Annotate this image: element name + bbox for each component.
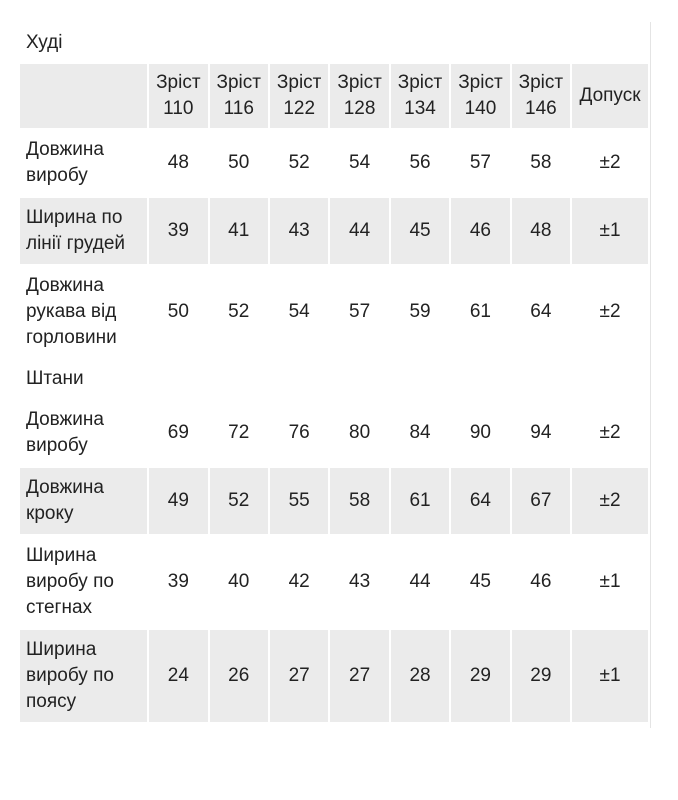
table-cell: 50	[210, 130, 268, 196]
table-cell: 57	[451, 130, 509, 196]
table-cell: 42	[270, 536, 328, 628]
size-header-146: Зріст 146	[512, 64, 570, 128]
table-cell: 48	[149, 130, 207, 196]
table-cell: 59	[391, 266, 449, 358]
table-cell: 54	[330, 130, 388, 196]
tolerance-cell: ±1	[572, 630, 648, 722]
table-cell: 61	[451, 266, 509, 358]
table-cell: 58	[330, 468, 388, 534]
table-cell: 27	[330, 630, 388, 722]
row-label: Ширина по лінії грудей	[20, 198, 147, 264]
row-label: Ширина виробу по поясу	[20, 630, 147, 722]
table-cell: 57	[330, 266, 388, 358]
table-cell: 84	[391, 400, 449, 466]
table-cell: 46	[512, 536, 570, 628]
table-cell: 48	[512, 198, 570, 264]
table-cell: 58	[512, 130, 570, 196]
table-cell: 55	[270, 468, 328, 534]
table-cell: 72	[210, 400, 268, 466]
table-cell: 27	[270, 630, 328, 722]
size-header-128: Зріст 128	[330, 64, 388, 128]
table-cell: 76	[270, 400, 328, 466]
table-row	[20, 130, 648, 196]
row-label: Довжина виробу	[20, 400, 147, 466]
section-title-pants: Штани	[20, 360, 648, 398]
tolerance-header: Допуск	[572, 64, 648, 128]
header-empty-cell	[20, 64, 147, 128]
table-row	[20, 266, 648, 358]
table-cell: 67	[512, 468, 570, 534]
size-header-110: Зріст 110	[149, 64, 207, 128]
size-header-row	[20, 64, 648, 128]
table-cell: 56	[391, 130, 449, 196]
table-cell: 49	[149, 468, 207, 534]
table-cell: 52	[210, 266, 268, 358]
row-label: Довжина виробу	[20, 130, 147, 196]
table-row	[20, 468, 648, 534]
table-cell: 80	[330, 400, 388, 466]
table-cell: 44	[391, 536, 449, 628]
table-cell: 54	[270, 266, 328, 358]
tolerance-cell: ±2	[572, 400, 648, 466]
size-header-140: Зріст 140	[451, 64, 509, 128]
table-cell: 45	[391, 198, 449, 264]
size-chart	[20, 22, 652, 724]
table-cell: 39	[149, 536, 207, 628]
table-cell: 94	[512, 400, 570, 466]
table-row	[20, 536, 648, 628]
table-cell: 41	[210, 198, 268, 264]
table-cell: 29	[451, 630, 509, 722]
table-cell: 69	[149, 400, 207, 466]
table-cell: 90	[451, 400, 509, 466]
size-header-122: Зріст 122	[270, 64, 328, 128]
tolerance-cell: ±2	[572, 130, 648, 196]
section-row-hoodie	[20, 24, 648, 62]
row-label: Довжина рукава від горловини	[20, 266, 147, 358]
tolerance-cell: ±1	[572, 198, 648, 264]
table-cell: 64	[451, 468, 509, 534]
size-header-134: Зріст 134	[391, 64, 449, 128]
table-cell: 52	[210, 468, 268, 534]
table-row	[20, 630, 648, 722]
table-cell: 24	[149, 630, 207, 722]
size-table	[18, 22, 650, 724]
table-cell: 61	[391, 468, 449, 534]
table-cell: 52	[270, 130, 328, 196]
tolerance-cell: ±2	[572, 468, 648, 534]
table-cell: 46	[451, 198, 509, 264]
table-cell: 29	[512, 630, 570, 722]
section-title-hoodie: Худі	[20, 24, 648, 62]
row-label: Довжина кроку	[20, 468, 147, 534]
table-cell: 26	[210, 630, 268, 722]
table-row	[20, 198, 648, 264]
table-cell: 43	[270, 198, 328, 264]
tolerance-cell: ±2	[572, 266, 648, 358]
table-cell: 43	[330, 536, 388, 628]
tolerance-cell: ±1	[572, 536, 648, 628]
size-header-116: Зріст 116	[210, 64, 268, 128]
table-cell: 39	[149, 198, 207, 264]
row-label: Ширина виробу по стегнах	[20, 536, 147, 628]
table-cell: 50	[149, 266, 207, 358]
table-cell: 28	[391, 630, 449, 722]
table-row	[20, 400, 648, 466]
section-row-pants	[20, 360, 648, 398]
table-cell: 44	[330, 198, 388, 264]
table-cell: 40	[210, 536, 268, 628]
table-cell: 64	[512, 266, 570, 358]
table-cell: 45	[451, 536, 509, 628]
